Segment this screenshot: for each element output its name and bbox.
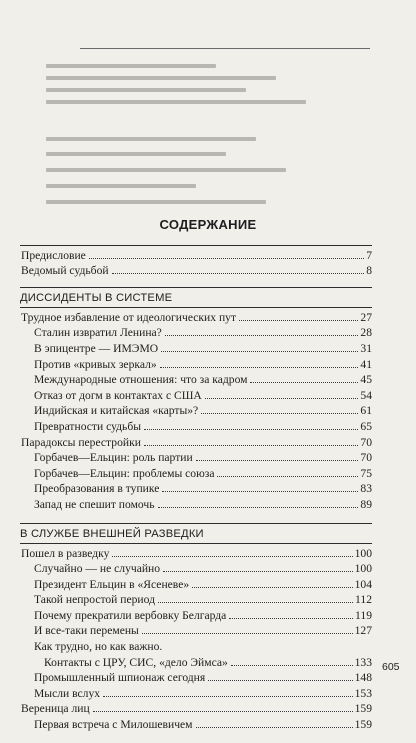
toc-entry-title: В эпицентре — ИМЭМО xyxy=(34,341,159,355)
toc-entry-page: 83 xyxy=(360,482,372,496)
toc-entry-page: 45 xyxy=(360,373,372,387)
dot-leader xyxy=(162,491,358,492)
toc-entry-title: Сталин извратил Ленина? xyxy=(34,326,162,340)
bleed-through-line xyxy=(46,88,246,92)
toc-entry-title: Президент Ельцин в «Ясеневе» xyxy=(34,577,190,591)
toc-entry-title: Отказ от догм в контактах с США xyxy=(34,388,202,402)
dot-leader xyxy=(250,382,358,383)
toc-entry[interactable] xyxy=(20,449,372,465)
toc-entry-page: 159 xyxy=(354,702,372,716)
toc-entry[interactable] xyxy=(20,480,372,496)
toc-entry[interactable] xyxy=(20,402,372,418)
toc-entry[interactable] xyxy=(20,417,372,433)
toc-entry-page: 104 xyxy=(354,577,372,591)
toc-entry[interactable] xyxy=(20,684,372,700)
dot-leader xyxy=(103,696,353,697)
dot-leader xyxy=(165,335,359,336)
toc-entry-title: Промышленный шпионаж сегодня xyxy=(34,671,206,685)
toc-entry[interactable] xyxy=(20,308,372,324)
dot-leader xyxy=(144,429,358,430)
toc-entry[interactable] xyxy=(20,560,372,576)
dot-leader xyxy=(142,633,353,634)
toc-entry-title: Парадоксы перестройки xyxy=(21,435,141,449)
toc-entry-page: 100 xyxy=(354,562,372,576)
dot-leader xyxy=(239,320,358,321)
toc-entry[interactable] xyxy=(20,544,372,560)
toc-entry[interactable] xyxy=(20,622,372,638)
toc-entry-page: 8 xyxy=(366,264,372,278)
dot-leader xyxy=(158,602,353,603)
toc-entry-page: 7 xyxy=(366,248,372,262)
toc-entry[interactable] xyxy=(20,591,372,607)
dot-leader xyxy=(196,460,359,461)
toc-entry[interactable] xyxy=(20,495,372,511)
dot-leader xyxy=(229,618,353,619)
toc-entry[interactable] xyxy=(20,575,372,591)
dot-leader xyxy=(217,476,358,477)
toc-entry-page: 127 xyxy=(354,624,372,638)
dot-leader xyxy=(160,367,359,368)
toc-entry-title: Горбачев—Ельцин: проблемы союза xyxy=(34,466,215,480)
header-rule xyxy=(80,48,370,49)
dot-leader xyxy=(93,711,353,712)
toc-entry-title: Преобразования в тупике xyxy=(34,482,160,496)
dot-leader xyxy=(89,258,364,259)
toc-entry-title: Почему прекратили вербовку Белгарда xyxy=(34,608,227,622)
toc-entry[interactable] xyxy=(20,669,372,685)
section-heading: В СЛУЖБЕ ВНЕШНЕЙ РАЗВЕДКИ xyxy=(20,527,204,540)
toc-intro xyxy=(20,245,372,277)
section-heading: ДИССИДЕНТЫ В СИСТЕМЕ xyxy=(20,292,173,305)
bleed-through-line xyxy=(46,152,226,156)
toc-entry-title: Как трудно, но как важно. xyxy=(34,640,163,654)
dot-leader xyxy=(112,556,352,557)
toc-entry-title: Контакты с ЦРУ, СИС, «дело Эймса» xyxy=(44,655,228,669)
dot-leader xyxy=(163,571,353,572)
dot-leader xyxy=(192,587,352,588)
page-number: 605 xyxy=(382,661,400,673)
toc-entry[interactable] xyxy=(20,464,372,480)
dot-leader xyxy=(161,351,358,352)
toc-entry-page: 70 xyxy=(360,435,372,449)
toc-entry-title: Против «кривых зеркал» xyxy=(34,357,157,371)
table-of-contents xyxy=(20,245,372,743)
toc-entry[interactable] xyxy=(20,433,372,449)
toc-entry-title: Пошел в разведку xyxy=(21,546,110,560)
toc-entry[interactable] xyxy=(20,355,372,371)
toc-entry-title: Ведомый судьбой xyxy=(21,264,109,278)
toc-entry-title: Трудное избавление от идеологических пут xyxy=(21,310,237,324)
toc-entry[interactable] xyxy=(20,715,372,731)
toc-entry-page: 75 xyxy=(360,466,372,480)
toc-entry-title: Случайно — не случайно xyxy=(34,562,161,576)
toc-entry-title: Запад не спешит помочь xyxy=(34,497,155,511)
toc-entry-title: Индийская и китайская «карты»? xyxy=(34,404,199,418)
bleed-through-line xyxy=(46,200,266,204)
dot-leader xyxy=(231,665,353,666)
toc-entry-page: 89 xyxy=(360,497,372,511)
dot-leader xyxy=(112,273,365,274)
toc-entry-title: Такой непростой период xyxy=(34,593,155,607)
toc-entry-page: 61 xyxy=(360,404,372,418)
toc-entry-page: 27 xyxy=(360,310,372,324)
toc-entry[interactable] xyxy=(20,700,372,716)
toc-entry-page: 112 xyxy=(355,593,372,607)
toc-entry[interactable] xyxy=(20,653,372,669)
toc-entry-title: Международные отношения: что за кадром xyxy=(34,373,248,387)
toc-entry-page: 31 xyxy=(360,341,372,355)
toc-entry-page: 28 xyxy=(360,326,372,340)
toc-entry-page: 133 xyxy=(354,655,372,669)
toc-entry-title: Мысли вслух xyxy=(34,686,101,700)
toc-entry-page: 148 xyxy=(354,671,372,685)
dot-leader xyxy=(205,398,359,399)
toc-entry[interactable] xyxy=(20,371,372,387)
toc-entry[interactable] xyxy=(20,262,372,278)
bleed-through-line xyxy=(46,137,256,141)
dot-leader xyxy=(196,727,353,728)
toc-entry-title: Предисловие xyxy=(21,248,86,262)
dot-leader xyxy=(201,413,358,414)
toc-entry[interactable] xyxy=(20,324,372,340)
bleed-through-line xyxy=(46,76,276,80)
bleed-through-line xyxy=(46,184,196,188)
toc-entry-title: Горбачев—Ельцин: роль партии xyxy=(34,451,193,465)
page-title: СОДЕРЖАНИЕ xyxy=(159,217,257,232)
toc-entry-page: 119 xyxy=(355,608,372,622)
toc-entry-page: 153 xyxy=(354,686,372,700)
toc-entry-page: 54 xyxy=(360,388,372,402)
toc-entry[interactable] xyxy=(20,637,372,653)
toc-entry-page: 65 xyxy=(360,419,372,433)
toc-entry[interactable] xyxy=(20,386,372,402)
toc-entry-title: Первая встреча с Милошевичем xyxy=(34,718,193,732)
toc-entry-page: 41 xyxy=(360,357,372,371)
toc-entry-page: 70 xyxy=(360,451,372,465)
toc-entry-title: Превратности судьбы xyxy=(34,419,142,433)
bleed-through-line xyxy=(46,168,286,172)
toc-entry[interactable] xyxy=(20,606,372,622)
bleed-through-line xyxy=(46,100,306,104)
bleed-through-line xyxy=(46,64,216,68)
toc-entry-title: Вереница лиц xyxy=(21,702,90,716)
toc-entry-page: 159 xyxy=(354,718,372,732)
dot-leader xyxy=(158,507,359,508)
toc-entry-title: И все-таки перемены xyxy=(34,624,139,638)
toc-entry[interactable] xyxy=(20,246,372,262)
dot-leader xyxy=(144,445,359,446)
toc-section-intelligence xyxy=(20,523,372,731)
toc-entry-page: 100 xyxy=(354,546,372,560)
toc-entry[interactable] xyxy=(20,339,372,355)
toc-section-dissidents xyxy=(20,287,372,511)
